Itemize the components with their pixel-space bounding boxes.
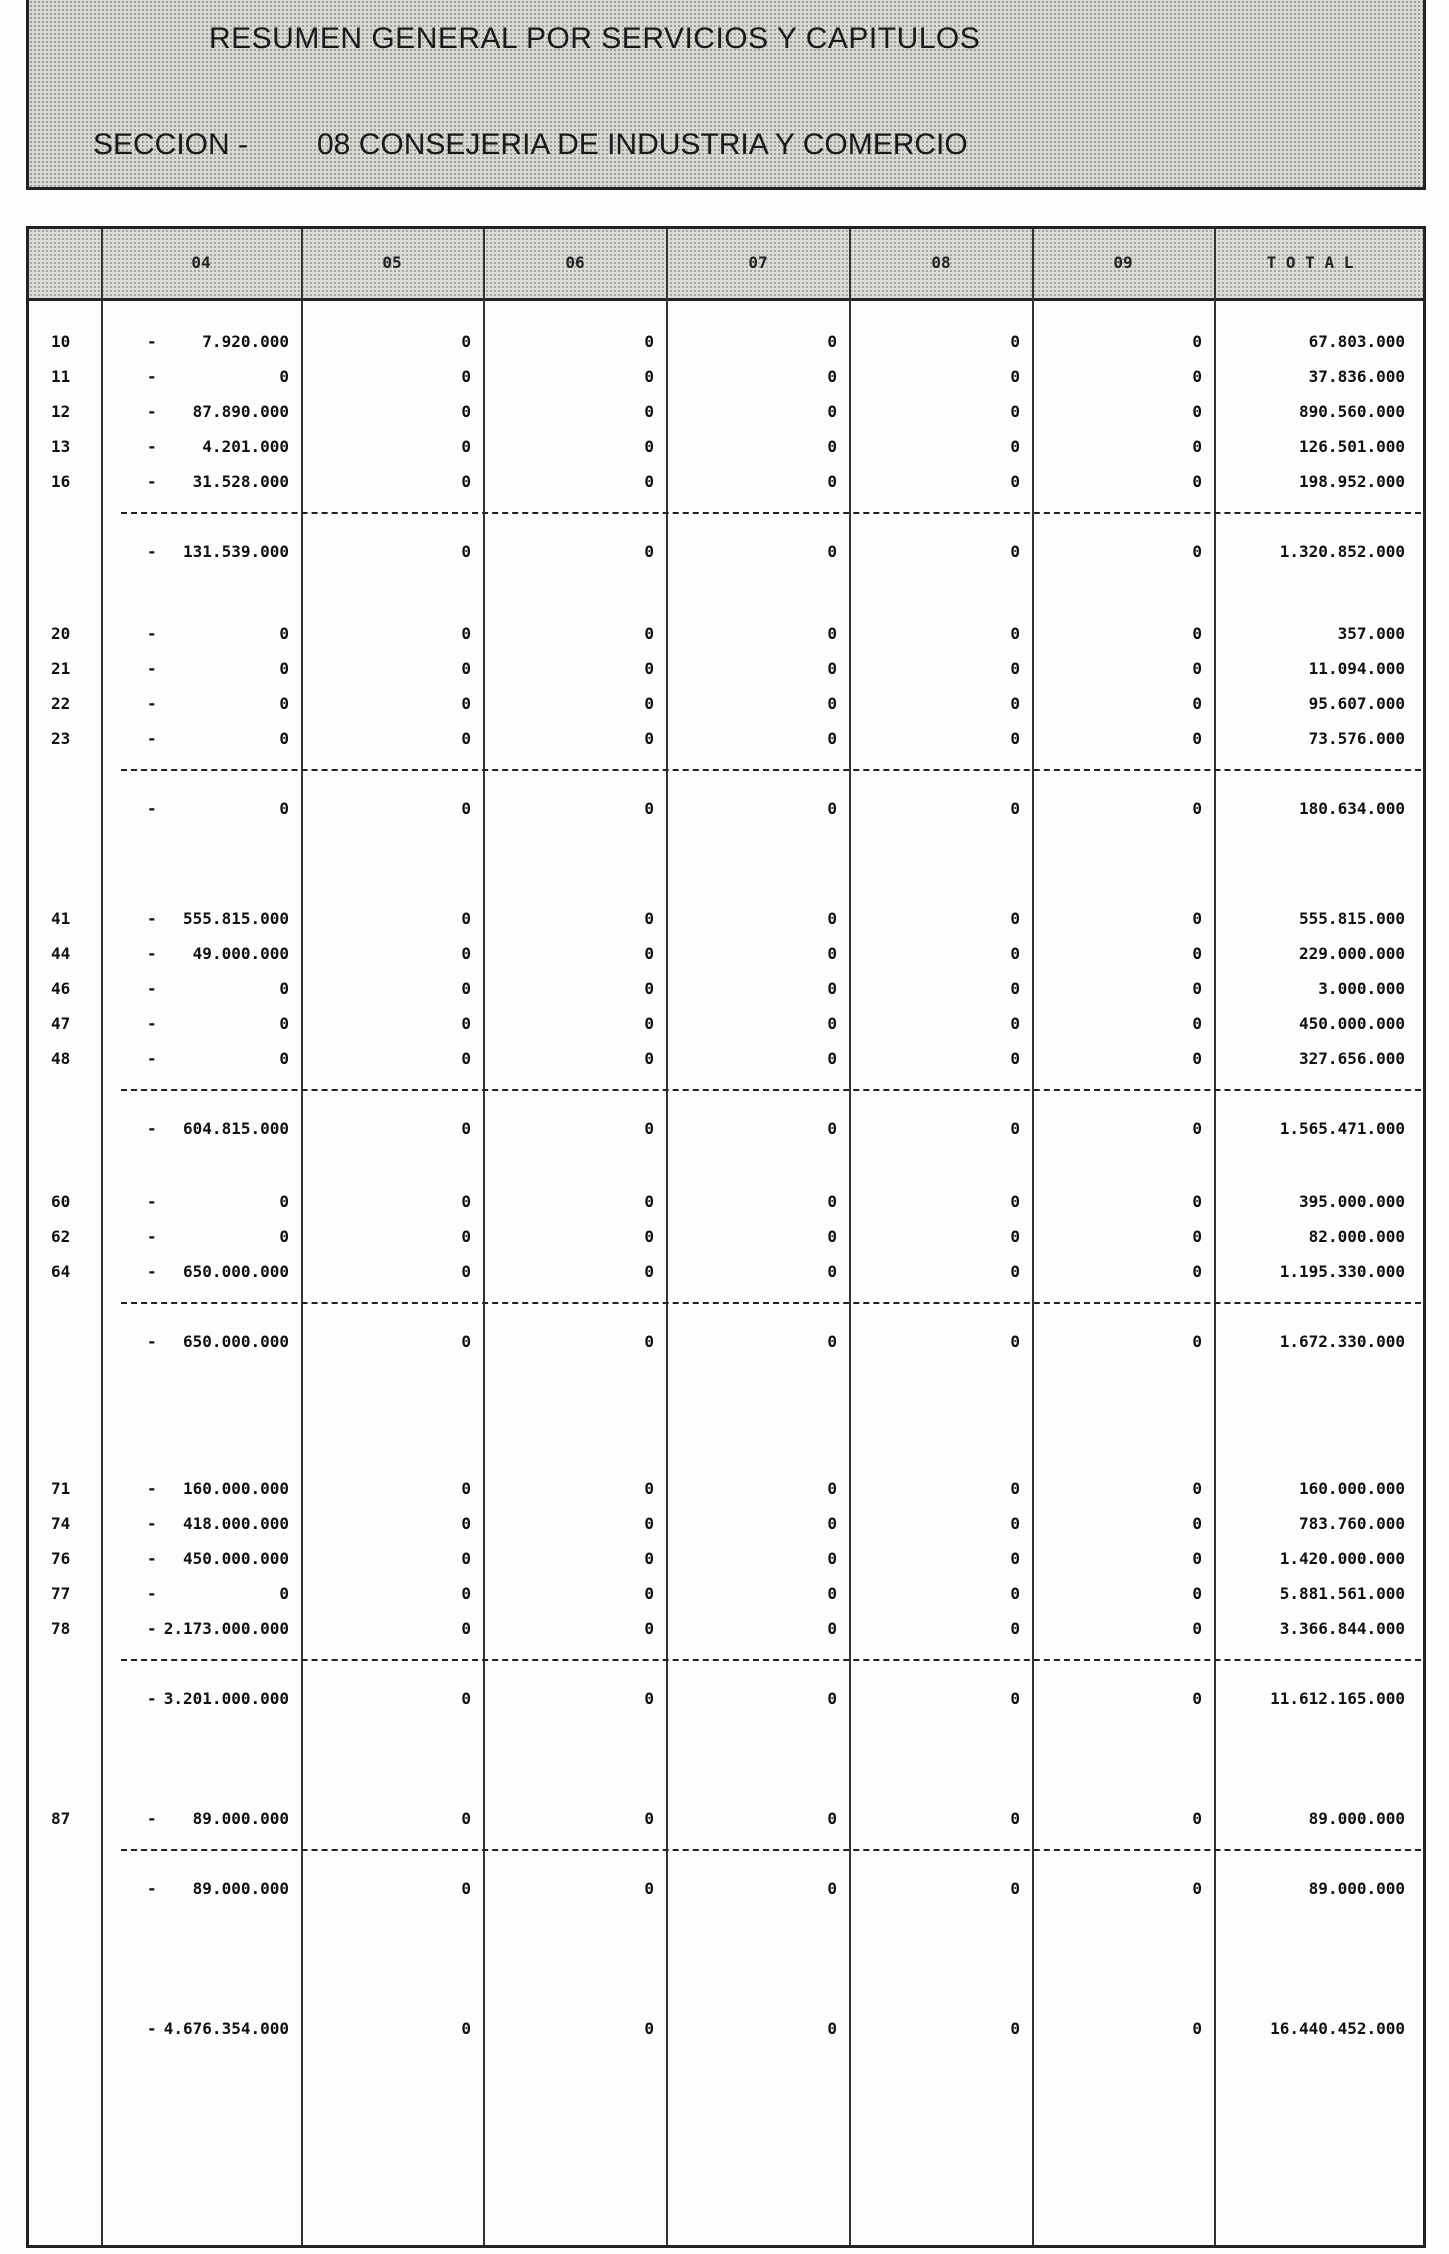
- data-row-cell: 0: [644, 909, 654, 928]
- data-row-cell: 0: [1010, 694, 1020, 713]
- subtotal-separator: [121, 769, 1421, 771]
- data-row-cell: 0: [461, 694, 471, 713]
- data-row-cell: 0: [644, 1584, 654, 1603]
- data-row-cell: 0: [461, 1049, 471, 1068]
- data-row-cell: 0: [644, 1192, 654, 1211]
- data-row-cell: 395.000.000: [1299, 1192, 1405, 1211]
- data-row-cell: 0: [827, 1227, 837, 1246]
- data-row-cell: 0: [827, 1014, 837, 1033]
- subtotal-separator: [121, 1089, 1421, 1091]
- column-divider: [301, 229, 303, 2245]
- data-row-cell: 0: [461, 1619, 471, 1638]
- subtotal-row-cell: 0: [1192, 799, 1202, 818]
- column-divider: [666, 229, 668, 2245]
- data-row-cell: 450.000.000: [183, 1549, 289, 1568]
- row-code: 20: [51, 624, 71, 643]
- row-code: 44: [51, 944, 71, 963]
- data-row-cell: 0: [279, 367, 289, 386]
- data-row-cell: 67.803.000: [1308, 332, 1405, 351]
- data-row-cell: 0: [827, 1584, 837, 1603]
- data-row-cell: 0: [827, 659, 837, 678]
- data-row-cell: 160.000.000: [183, 1479, 289, 1498]
- row-dash: -: [147, 979, 157, 998]
- data-row-cell: 0: [1192, 1584, 1202, 1603]
- row-code: 10: [51, 332, 71, 351]
- summary-table: [26, 226, 1426, 2248]
- data-row-cell: 37.836.000: [1308, 367, 1405, 386]
- subtotal-row-cell: 89.000.000: [192, 1879, 289, 1898]
- section-label: SECCION -: [93, 128, 249, 161]
- column-header: 07: [748, 253, 768, 272]
- data-row-cell: 0: [644, 729, 654, 748]
- data-row-cell: 0: [461, 909, 471, 928]
- data-row-cell: 0: [1010, 1619, 1020, 1638]
- subtotal-separator: [121, 1659, 1421, 1661]
- data-row-cell: 0: [461, 1262, 471, 1281]
- data-row-cell: 0: [1192, 944, 1202, 963]
- row-dash: -: [147, 1549, 157, 1568]
- data-row-cell: 0: [461, 1227, 471, 1246]
- data-row-cell: 0: [461, 624, 471, 643]
- subtotal-row-cell: 3.201.000.000: [163, 1689, 289, 1708]
- row-dash: -: [147, 1262, 157, 1281]
- grand-total-row-cell: 0: [827, 2019, 837, 2038]
- subtotal-row-cell: 0: [1010, 799, 1020, 818]
- subtotal-row-cell: 131.539.000: [183, 542, 289, 561]
- row-code: 60: [51, 1192, 71, 1211]
- data-row-cell: 0: [1010, 979, 1020, 998]
- data-row-cell: 0: [1010, 367, 1020, 386]
- data-row-cell: 0: [644, 944, 654, 963]
- report-title: RESUMEN GENERAL POR SERVICIOS Y CAPITULOS: [209, 22, 981, 55]
- data-row-cell: 0: [1192, 1809, 1202, 1828]
- data-row-cell: 0: [1192, 1514, 1202, 1533]
- data-row-cell: 4.201.000: [202, 437, 289, 456]
- data-row-cell: 3.366.844.000: [1279, 1619, 1405, 1638]
- data-row-cell: 0: [644, 694, 654, 713]
- subtotal-row-cell: 11.612.165.000: [1270, 1689, 1405, 1708]
- data-row-cell: 0: [1010, 624, 1020, 643]
- row-dash: -: [147, 437, 157, 456]
- data-row-cell: 0: [827, 1049, 837, 1068]
- data-row-cell: 0: [1010, 659, 1020, 678]
- data-row-cell: 73.576.000: [1308, 729, 1405, 748]
- row-dash: -: [147, 1584, 157, 1603]
- data-row-cell: 0: [1192, 367, 1202, 386]
- data-row-cell: 0: [1192, 332, 1202, 351]
- column-header: 09: [1113, 253, 1133, 272]
- data-row-cell: 0: [644, 1514, 654, 1533]
- column-divider: [1032, 229, 1034, 2245]
- data-row-cell: 0: [827, 1809, 837, 1828]
- data-row-cell: 0: [827, 1192, 837, 1211]
- subtotal-row-cell: 0: [461, 1119, 471, 1138]
- data-row-cell: 0: [827, 367, 837, 386]
- row-dash: -: [147, 402, 157, 421]
- data-row-cell: 82.000.000: [1308, 1227, 1405, 1246]
- grand-total-row-cell: 16.440.452.000: [1270, 2019, 1405, 2038]
- data-row-cell: 0: [827, 1514, 837, 1533]
- data-row-cell: 0: [827, 472, 837, 491]
- data-row-cell: 0: [644, 979, 654, 998]
- subtotal-row-cell: 0: [1192, 1119, 1202, 1138]
- data-row-cell: 89.000.000: [1308, 1809, 1405, 1828]
- data-row-cell: 0: [279, 624, 289, 643]
- subtotal-row-cell: 0: [644, 542, 654, 561]
- data-row-cell: 0: [1192, 402, 1202, 421]
- data-row-cell: 418.000.000: [183, 1514, 289, 1533]
- grand-total-row-cell: 0: [644, 2019, 654, 2038]
- data-row-cell: 0: [461, 1192, 471, 1211]
- subtotal-row-cell: 0: [279, 799, 289, 818]
- data-row-cell: 0: [1192, 437, 1202, 456]
- row-dash: -: [147, 1809, 157, 1828]
- data-row-cell: 0: [644, 1479, 654, 1498]
- data-row-cell: 0: [461, 402, 471, 421]
- data-row-cell: 0: [1192, 1549, 1202, 1568]
- row-code: 13: [51, 437, 71, 456]
- data-row-cell: 0: [279, 1049, 289, 1068]
- data-row-cell: 783.760.000: [1299, 1514, 1405, 1533]
- row-code: 87: [51, 1809, 71, 1828]
- data-row-cell: 0: [279, 979, 289, 998]
- subtotal-separator: [121, 1302, 1421, 1304]
- data-row-cell: 0: [461, 1809, 471, 1828]
- data-row-cell: 0: [279, 1192, 289, 1211]
- subtotal-row-cell: 0: [1010, 542, 1020, 561]
- data-row-cell: 0: [461, 367, 471, 386]
- data-row-cell: 126.501.000: [1299, 437, 1405, 456]
- data-row-cell: 0: [827, 694, 837, 713]
- data-row-cell: 0: [1192, 472, 1202, 491]
- row-dash: -: [147, 472, 157, 491]
- data-row-cell: 0: [644, 1809, 654, 1828]
- data-row-cell: 0: [461, 979, 471, 998]
- data-row-cell: 327.656.000: [1299, 1049, 1405, 1068]
- data-row-cell: 0: [1192, 624, 1202, 643]
- row-code: 22: [51, 694, 71, 713]
- data-row-cell: 1.420.000.000: [1279, 1549, 1405, 1568]
- row-code: 62: [51, 1227, 71, 1246]
- data-row-cell: 0: [1192, 1619, 1202, 1638]
- data-row-cell: 0: [827, 1479, 837, 1498]
- column-divider: [101, 229, 103, 2245]
- data-row-cell: 0: [279, 694, 289, 713]
- data-row-cell: 0: [644, 1262, 654, 1281]
- data-row-cell: 2.173.000.000: [163, 1619, 289, 1638]
- row-dash: -: [147, 909, 157, 928]
- data-row-cell: 0: [1192, 1262, 1202, 1281]
- subtotal-row-cell: 0: [827, 542, 837, 561]
- data-row-cell: 11.094.000: [1308, 659, 1405, 678]
- row-dash: -: [147, 624, 157, 643]
- data-row-cell: 0: [1192, 659, 1202, 678]
- data-row-cell: 0: [644, 472, 654, 491]
- data-row-cell: 0: [644, 1014, 654, 1033]
- row-dash: -: [147, 332, 157, 351]
- data-row-cell: 0: [461, 1479, 471, 1498]
- data-row-cell: 0: [461, 1584, 471, 1603]
- data-row-cell: 0: [1010, 1479, 1020, 1498]
- data-row-cell: 0: [644, 624, 654, 643]
- data-row-cell: 0: [279, 729, 289, 748]
- data-row-cell: 0: [461, 1514, 471, 1533]
- subtotal-separator: [121, 1849, 1421, 1851]
- data-row-cell: 0: [644, 1049, 654, 1068]
- data-row-cell: 0: [644, 659, 654, 678]
- data-row-cell: 0: [827, 944, 837, 963]
- data-row-cell: 0: [1192, 1049, 1202, 1068]
- row-dash: -: [147, 944, 157, 963]
- data-row-cell: 0: [1192, 694, 1202, 713]
- subtotal-row-cell: 0: [1192, 1332, 1202, 1351]
- row-dash: -: [147, 1014, 157, 1033]
- data-row-cell: 0: [827, 624, 837, 643]
- row-code: 74: [51, 1514, 71, 1533]
- column-header: T O T A L: [1266, 253, 1354, 272]
- data-row-cell: 0: [279, 1584, 289, 1603]
- grand-total-row-cell: 0: [461, 2019, 471, 2038]
- subtotal-row-cell: 0: [1192, 1689, 1202, 1708]
- data-row-cell: 0: [827, 909, 837, 928]
- subtotal-row-cell: 650.000.000: [183, 1332, 289, 1351]
- subtotal-row-cell: 0: [644, 799, 654, 818]
- subtotal-row-cell: 0: [1192, 542, 1202, 561]
- data-row-cell: 0: [461, 944, 471, 963]
- data-row-cell: 0: [1010, 332, 1020, 351]
- data-row-cell: 0: [279, 1014, 289, 1033]
- data-row-cell: 0: [1010, 1192, 1020, 1211]
- row-code: 76: [51, 1549, 71, 1568]
- data-row-cell: 0: [827, 729, 837, 748]
- data-row-cell: 0: [1010, 1262, 1020, 1281]
- data-row-cell: 450.000.000: [1299, 1014, 1405, 1033]
- data-row-cell: 1.195.330.000: [1279, 1262, 1405, 1281]
- subtotal-row-cell: 0: [827, 1119, 837, 1138]
- data-row-cell: 555.815.000: [1299, 909, 1405, 928]
- data-row-cell: 0: [1010, 1809, 1020, 1828]
- column-divider: [1214, 229, 1216, 2245]
- data-row-cell: 357.000: [1337, 624, 1405, 643]
- row-dash: -: [147, 2019, 157, 2038]
- subtotal-row-cell: 0: [1010, 1879, 1020, 1898]
- data-row-cell: 229.000.000: [1299, 944, 1405, 963]
- data-row-cell: 0: [1192, 729, 1202, 748]
- column-header: 08: [931, 253, 951, 272]
- subtotal-row-cell: 1.565.471.000: [1279, 1119, 1405, 1138]
- subtotal-row-cell: 0: [644, 1879, 654, 1898]
- row-code: 11: [51, 367, 71, 386]
- data-row-cell: 0: [1192, 1479, 1202, 1498]
- row-code: 71: [51, 1479, 71, 1498]
- data-row-cell: 7.920.000: [202, 332, 289, 351]
- row-dash: -: [147, 367, 157, 386]
- data-row-cell: 0: [644, 1227, 654, 1246]
- data-row-cell: 95.607.000: [1308, 694, 1405, 713]
- data-row-cell: 0: [279, 1227, 289, 1246]
- subtotal-row-cell: 0: [1010, 1689, 1020, 1708]
- data-row-cell: 0: [827, 437, 837, 456]
- row-dash: -: [147, 729, 157, 748]
- data-row-cell: 0: [1010, 472, 1020, 491]
- subtotal-row-cell: 0: [461, 1689, 471, 1708]
- data-row-cell: 0: [827, 1619, 837, 1638]
- report-header: [26, 0, 1426, 190]
- data-row-cell: 0: [461, 332, 471, 351]
- row-code: 64: [51, 1262, 71, 1281]
- row-code: 41: [51, 909, 71, 928]
- row-dash: -: [147, 694, 157, 713]
- row-dash: -: [147, 1227, 157, 1246]
- data-row-cell: 31.528.000: [192, 472, 289, 491]
- data-row-cell: 0: [827, 402, 837, 421]
- row-code: 78: [51, 1619, 71, 1638]
- column-header: 04: [191, 253, 211, 272]
- row-dash: -: [147, 1479, 157, 1498]
- section-name: 08 CONSEJERIA DE INDUSTRIA Y COMERCIO: [317, 128, 968, 161]
- data-row-cell: 160.000.000: [1299, 1479, 1405, 1498]
- data-row-cell: 0: [644, 367, 654, 386]
- subtotal-row-cell: 0: [1192, 1879, 1202, 1898]
- data-row-cell: 0: [1010, 1584, 1020, 1603]
- data-row-cell: 0: [1010, 1049, 1020, 1068]
- column-divider: [483, 229, 485, 2245]
- row-code: 47: [51, 1014, 71, 1033]
- row-dash: -: [147, 1879, 157, 1898]
- subtotal-row-cell: 180.634.000: [1299, 799, 1405, 818]
- data-row-cell: 0: [1010, 729, 1020, 748]
- grand-total-row-cell: 0: [1192, 2019, 1202, 2038]
- data-row-cell: 87.890.000: [192, 402, 289, 421]
- data-row-cell: 0: [644, 332, 654, 351]
- subtotal-row-cell: 0: [644, 1332, 654, 1351]
- data-row-cell: 555.815.000: [183, 909, 289, 928]
- data-row-cell: 0: [827, 1262, 837, 1281]
- subtotal-row-cell: 0: [461, 542, 471, 561]
- subtotal-row-cell: 604.815.000: [183, 1119, 289, 1138]
- row-dash: -: [147, 1619, 157, 1638]
- data-row-cell: 0: [1010, 1227, 1020, 1246]
- data-row-cell: 0: [461, 1014, 471, 1033]
- data-row-cell: 49.000.000: [192, 944, 289, 963]
- subtotal-separator: [121, 512, 1421, 514]
- row-dash: -: [147, 542, 157, 561]
- data-row-cell: 0: [1192, 1227, 1202, 1246]
- data-row-cell: 0: [461, 437, 471, 456]
- column-header: 05: [382, 253, 402, 272]
- subtotal-row-cell: 0: [461, 1879, 471, 1898]
- subtotal-row-cell: 0: [644, 1119, 654, 1138]
- row-dash: -: [147, 1332, 157, 1351]
- subtotal-row-cell: 0: [827, 799, 837, 818]
- data-row-cell: 0: [1192, 979, 1202, 998]
- data-row-cell: 0: [1010, 944, 1020, 963]
- data-row-cell: 0: [827, 332, 837, 351]
- data-row-cell: 198.952.000: [1299, 472, 1405, 491]
- data-row-cell: 0: [279, 659, 289, 678]
- data-row-cell: 0: [827, 1549, 837, 1568]
- grand-total-row-cell: 4.676.354.000: [163, 2019, 289, 2038]
- data-row-cell: 0: [461, 472, 471, 491]
- row-dash: -: [147, 1119, 157, 1138]
- data-row-cell: 0: [644, 437, 654, 456]
- subtotal-row-cell: 89.000.000: [1308, 1879, 1405, 1898]
- row-dash: -: [147, 1689, 157, 1708]
- data-row-cell: 5.881.561.000: [1279, 1584, 1405, 1603]
- subtotal-row-cell: 0: [827, 1879, 837, 1898]
- data-row-cell: 0: [644, 1549, 654, 1568]
- row-dash: -: [147, 1049, 157, 1068]
- row-code: 48: [51, 1049, 71, 1068]
- subtotal-row-cell: 0: [644, 1689, 654, 1708]
- subtotal-row-cell: 0: [1010, 1332, 1020, 1351]
- data-row-cell: 0: [461, 1549, 471, 1568]
- data-row-cell: 0: [461, 729, 471, 748]
- data-row-cell: 0: [1010, 1014, 1020, 1033]
- subtotal-row-cell: 0: [827, 1332, 837, 1351]
- data-row-cell: 650.000.000: [183, 1262, 289, 1281]
- data-row-cell: 0: [1010, 909, 1020, 928]
- row-code: 77: [51, 1584, 71, 1603]
- subtotal-row-cell: 0: [1010, 1119, 1020, 1138]
- column-header: 06: [565, 253, 585, 272]
- data-row-cell: 0: [1010, 1549, 1020, 1568]
- column-divider: [849, 229, 851, 2245]
- data-row-cell: 89.000.000: [192, 1809, 289, 1828]
- data-row-cell: 890.560.000: [1299, 402, 1405, 421]
- subtotal-row-cell: 1.320.852.000: [1279, 542, 1405, 561]
- subtotal-row-cell: 0: [461, 799, 471, 818]
- data-row-cell: 0: [1010, 1514, 1020, 1533]
- row-code: 16: [51, 472, 71, 491]
- row-dash: -: [147, 1192, 157, 1211]
- data-row-cell: 0: [1192, 909, 1202, 928]
- data-row-cell: 0: [1192, 1014, 1202, 1033]
- row-dash: -: [147, 799, 157, 818]
- data-row-cell: 0: [644, 1619, 654, 1638]
- row-code: 12: [51, 402, 71, 421]
- data-row-cell: 0: [1010, 402, 1020, 421]
- data-row-cell: 0: [1192, 1192, 1202, 1211]
- data-row-cell: 3.000.000: [1318, 979, 1405, 998]
- subtotal-row-cell: 1.672.330.000: [1279, 1332, 1405, 1351]
- data-row-cell: 0: [1010, 437, 1020, 456]
- grand-total-row-cell: 0: [1010, 2019, 1020, 2038]
- row-code: 46: [51, 979, 71, 998]
- subtotal-row-cell: 0: [461, 1332, 471, 1351]
- row-code: 23: [51, 729, 71, 748]
- data-row-cell: 0: [644, 402, 654, 421]
- data-row-cell: 0: [461, 659, 471, 678]
- row-dash: -: [147, 659, 157, 678]
- row-dash: -: [147, 1514, 157, 1533]
- data-row-cell: 0: [827, 979, 837, 998]
- subtotal-row-cell: 0: [827, 1689, 837, 1708]
- row-code: 21: [51, 659, 71, 678]
